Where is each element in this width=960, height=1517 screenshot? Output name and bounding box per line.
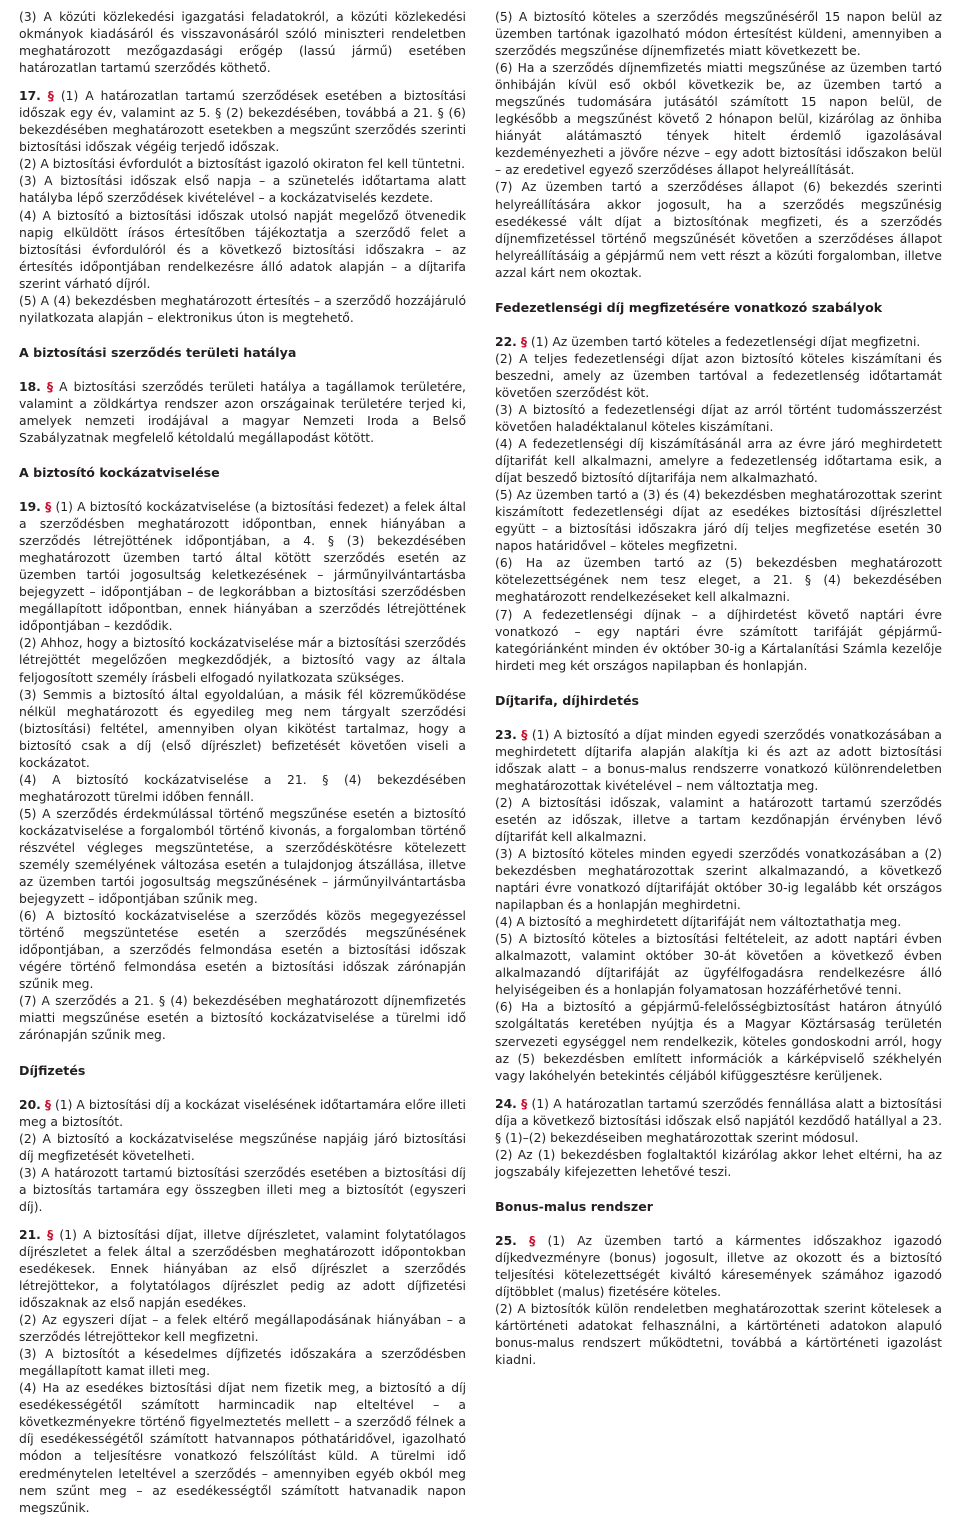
paragraph-text: (2) A biztosítók külön rendeletben meghatározottak szerint kötelesek a kártörténeti adatokat felhasználni, a kártörténeti adatokon alapuló bonus-malus rendszert működtetni, továbbá a kártörténeti igazolást kiadni. [495,1302,942,1368]
paragraph [495,9,942,60]
right-column [495,9,942,1395]
paragraph-text: (2) A biztosító a kockázatviselése megszűnése napjáig járó biztosítási díj megfizetését követelheti. [19,1131,466,1163]
paragraph [495,931,942,999]
paragraph-text: (5) A (4) bekezdésben meghatározott értesítés – a szerződő hozzájáruló nyilatkozata alapján – elektronikus úton is megtehető. [19,293,466,325]
section-number: 24. [495,1096,517,1111]
paragraph [19,1165,466,1216]
paragraph-text: (1) Az üzemben tartó a kármentes időszakhoz igazodó díjkedvezményre (bonus) jogosult, illetve az okozott és a biztosító teljesítési kötelezettségét kiváltó káresemények számához igazodó díjtöbblet (malus) fizetésére köteles. [495,1233,942,1300]
section-sign: § [45,500,52,515]
paragraph-text: (1) A határozatlan tartamú szerződések esetében a biztosítási időszak egy év, valamint az 5. § (2) bekezdésében, továbbá a 21. § (6) bekezdésében meghatározott esetekben a megszűnt szerződés szerinti biztosítási időszak végéig terjedő időszak. [19,89,466,155]
paragraph-text: (2) Ahhoz, hogy a biztosító kockázatviselése már a biztosítási szerződés létrejöttét megelőzően megkezdődjék, a biztosító vagy az általa feljogosított személy írásbeli elfogadó nyilatkozata szükséges. [19,636,466,685]
section-number: 21. [19,1227,41,1242]
paragraph-text: (7) A szerződés a 21. § (4) bekezdésében meghatározott díjnemfizetés miatti megszűnése esetén a biztosító kockázatviselése a türelmi idő zárónapján szűnik meg. [19,994,466,1043]
section-heading: A biztosítási szerződés területi hatálya [19,344,297,360]
paragraph [495,60,942,179]
paragraph-text: (3) A biztosítót a késedelmes díjfizetés időszakára a szerződésben megállapított kamat illeti meg. [19,1347,466,1379]
paragraph-text: (1) A biztosítási díj a kockázat viselésének időtartamára előre illeti meg a biztosítót. [19,1097,466,1129]
paragraph [19,1380,466,1516]
paragraph-text: (3) A biztosító köteles minden egyedi szerződés vonatkozásában a (2) bekezdésben meghatározottak szerint alkalmazandó, a következő naptári évre vonatkozó díjtarifáját október 30-ig legalább két országos napilapban és a honlapján meghirdetni. [495,847,942,913]
paragraph-text: (5) Az üzemben tartó a (3) és (4) bekezdésben meghatározottak szerint kiszámított fedezetlenségi díjat az esedékes biztosítási díjrészlettel együtt – a biztosítási időszakra járó díj teljes megfizetése esetén 30 napos határidővel – köteles megfizetni. [495,488,942,554]
paragraph-text: (1) A biztosítási díjat, illetve díjrészletet, valamint folytatólagos díjrészletet a felek által a szerződésben meghatározott időpontokban esedékesek. Ennek hiányában az első díjrészlet a szerződés létrejöttekor, a folytatólagos díjrészlet pedig az adott díjfizetési időszaknak az első napján esedékes. [19,1227,466,1311]
paragraph [19,908,466,993]
paragraph [495,607,942,675]
paragraph [495,914,942,931]
paragraph [495,795,942,846]
section-number: 25. [495,1233,517,1248]
paragraph-text: (1) A biztosító kockázatviselése (a biztosítási fedezet) a felek által a szerződésben meghatározott időpontban, ennek hiányában a szerződés létrejöttének időpontjában, a 4. § (3) bekezdésében meghatározott üzemben tartó által kötött szerződés esetén az üzemben tartói jogosultság keletkezésének – járműnyilvántartásba bejegyzett – időpontjában – de legkorábban a biztosítási szerződésben megállapított időpontban, ennek hiányában a szerződés létrejöttének időpontjában – kezdődik. [19,500,466,634]
numbered-paragraph [19,1227,466,1312]
paragraph-text: (2) A teljes fedezetlenségi díjat azon biztosító köteles kiszámítani és beszedni, amely az üzemben tartóval a fedezetlenség időtartamát követően szerződést köt. [495,351,942,400]
section-sign: § [521,1096,528,1111]
numbered-paragraph [495,334,942,351]
section-number: 19. [19,500,41,515]
section-number: 17. [19,89,41,104]
paragraph-text: (5) A szerződés érdekmúlással történő megszűnése esetén a biztosító kockázatviselése a forgalomból történő kivonás, a forgalomban történő részvétel végleges megszüntetése, a szerződéskötésre kötelezett személy személyének változása esetén a tulajdonjog átszállása, illetve az üzemben tartói jogosultság megszűnésének – járműnyilvántartásba bejegyzett – időpontjában szűnik meg. [19,806,466,907]
paragraph [495,351,942,402]
paragraph-text: (6) Ha a szerződés díjnemfizetés miatti megszűnése az üzemben tartó önhibáján kívül eső okból következik be, az üzemben tartó a megszűnés tudomására jutásától számított 15 napon belül, de legkésőbb a megszűnést követő 2 hónapon belül, kizárólag az önhiba hiányát alátámasztó tények hitelt érdemlő igazolásával kezdeményezheti a jövőre nézve – egy adott biztosítási időszakon belül – az eredetivel egyező szerződéses állapot helyreállítását. [495,61,942,178]
section-heading: Fedezetlenségi díj megfizetésére vonatkozó szabályok [495,299,883,315]
paragraph-text: (6) A biztosító kockázatviselése a szerződés közös megegyezéssel történő megszüntetése esetén a szerződés megszűnésének időpontjában, a szerződés felmondása esetén a biztosítási időszak végére történő felmondása esetén a biztosítási időszak zárónapján szűnik meg. [19,909,466,992]
paragraph-text: (3) A határozott tartamú biztosítási szerződés esetében a biztosítási díj a biztosítás tartamára egy összegben illeti meg a biztosítót (egyszeri díj). [19,1165,466,1214]
paragraph-text: (1) A biztosító a díjat minden egyedi szerződés vonatkozásában a meghirdetett díjtarifa alapján alakítja ki és azt az adott biztosítási időszak alatt – a bonus-malus rendszerre vonatkozó különrendeletben meghatározottak kivételével – nem változtatja meg. [495,727,942,793]
section-heading: Díjtarifa, díjhirdetés [495,692,640,708]
paragraph-text: (7) Az üzemben tartó a szerződéses állapot (6) bekezdés szerinti helyreállítására akkor jogosult, ha a szerződés megszűnésig esedékessé vált díjat a biztosítónak megfizeti, és a szerződés díjnemfizetéssel történő megszűnését követően a szerződéses állapot helyreállításáig a gépjármű nem vett részt a közúti forgalomban, illetve azzal kárt nem okoztak. [495,180,942,280]
paragraph [495,555,942,606]
paragraph [495,179,942,281]
paragraph-text: (4) A biztosító kockázatviselése a 21. § (4) bekezdésében meghatározott türelmi időben fennáll. [19,772,466,804]
paragraph-text: (2) Az (1) bekezdésben foglaltaktól kizárólag akkor lehet eltérni, ha az jogszabály kifejezetten lehetővé teszi. [495,1147,942,1179]
paragraph [19,993,466,1044]
left-column [19,9,466,1515]
section-sign: § [47,89,54,104]
section-heading: Bonus-malus rendszer [495,1198,653,1214]
section-heading: Díjfizetés [19,1062,86,1078]
section-number: 22. [495,334,517,349]
section-sign: § [520,334,527,349]
paragraph-text: (3) A biztosítási időszak első napja – a szünetelés időtartama alatt hatályba lépő szerződések kivételével – a kockázatviselés kezdete. [19,174,466,206]
paragraph-text: (7) A fedezetlenségi díjnak – a díjhirdetést követő naptári évre vonatkozó – egy naptári évre számított tarifáját gépjármű-kategóriánként minden év október 30-ig a Kártalanítási Számla kezelője hirdeti meg két országos napilapban és honlapján. [495,607,942,673]
section-number: 18. [19,379,41,394]
paragraph [19,173,466,207]
paragraph-text: (6) Ha a biztosító a gépjármű-felelősségbiztosítást határon átnyúló szolgáltatás keretében nyújtja és a Magyar Köztársaság területén szervezeti egységgel nem rendelkezik, köteles gondoskodni arról, hogy az (5) bekezdésben említett információk a kárképviselő székhelyén vagy lakóhelyén betekintés céljából kifüggesztésre kerüljenek. [495,1000,942,1083]
paragraph [19,293,466,327]
paragraph [19,1346,466,1380]
section-sign: § [529,1233,536,1248]
paragraph [19,772,466,806]
section-heading: A biztosító kockázatviselése [19,465,220,481]
paragraph [495,487,942,555]
numbered-paragraph [19,379,466,447]
section-number: 20. [19,1097,41,1112]
paragraph-text: (2) A biztosítási évfordulót a biztosítást igazoló okiraton fel kell tüntetni. [19,157,466,172]
numbered-paragraph [495,1233,942,1301]
paragraph [19,1131,466,1165]
section-sign: § [46,379,54,394]
paragraph [19,156,466,173]
numbered-paragraph [19,88,466,156]
paragraph-text: (2) A biztosítási időszak, valamint a határozott tartamú szerződés esetén az időszak, illetve a tartam kezdőnapján érvényben lévő díjtarifát kell alkalmazni. [495,795,942,844]
paragraph-text: (5) A biztosító köteles a biztosítási feltételeit, az adott naptári évben alkalmazott, valamint október 30-át követően a következő évben alkalmazandó díjtarifáját az ügyfélfogadásra rendelkezésre álló helyiségeiben és a honlapján folyamatosan hozzáférhetővé tenni. [495,932,942,998]
paragraph [19,687,466,772]
paragraph [19,208,466,293]
paragraph [495,1147,942,1181]
section-sign: § [47,1227,54,1242]
paragraph [495,436,942,487]
paragraph [495,1301,942,1369]
paragraph-text: (1) A határozatlan tartamú szerződés fennállása alatt a biztosítási díja a következő biztosítási időszak első napjától kezdődő hatállyal a 23. § (1)–(2) bekezdéseiben meghatározottak szerint módosul. [495,1096,942,1145]
paragraph-text: (4) A biztosító a meghirdetett díjtarifáját nem változtathatja meg. [495,915,902,930]
paragraph [19,635,466,686]
numbered-paragraph [495,1096,942,1147]
paragraph [495,999,942,1084]
paragraph-text: (5) A biztosító köteles a szerződés megszűnéséről 15 napon belül az üzemben tartónak igazolható módon értesítést küldeni, amennyiben a szerződés megszűnése díjnemfizetés miatt következett be. [495,10,942,59]
paragraph-text: (3) Semmis a biztosító által egyoldalúan, a másik fél közreműködése nélkül meghatározott és egyedileg meg nem tárgyalt szerződési (biztosítási) feltétel, amennyiben olyan kikötést tartalmaz, hogy a biztosító csak a díj (első díjrészlet) befizetését követően viseli a kockázatot. [19,687,466,770]
numbered-paragraph [19,499,466,635]
paragraph [19,806,466,908]
paragraph-text: (4) Ha az esedékes biztosítási díjat nem fizetik meg, a biztosító a díj esedékességétől számított harmincadik nap elteltével – a következményekre történő figyelmeztetés mellett – a szerződő félnek a díj esedékességétől számított hatvannapos póthatáridővel, igazolható módon a teljesítésre vonatkozó felszólítást küld. A türelmi idő eredménytelen leteltével a szerződés – amennyiben egyéb okból meg nem szűnt meg – az esedékességtől számított hatvanadik napon megszűnik. [19,1381,466,1515]
section-sign: § [521,727,528,742]
numbered-paragraph [19,1097,466,1131]
numbered-paragraph [495,727,942,795]
paragraph [495,846,942,914]
paragraph [19,9,466,77]
paragraph-text: (1) Az üzemben tartó köteles a fedezetlenségi díjat megfizetni. [526,334,921,349]
paragraph-text: (6) Ha az üzemben tartó az (5) bekezdésben meghatározott kötelezettségének nem tesz eleget, a 21. § (4) bekezdésében meghatározott rendelkezéseket kell alkalmazni. [495,556,942,605]
paragraph-text: (4) A biztosító a biztosítási időszak utolsó napját megelőző ötvenedik napig elküldött írásos értesítőben tájékoztatja a szerződő felet a biztosítási évfordulóról és a következő biztosítási időszakra – az értesítés időpontjában rendelkezésre álló adatok alapján – a díjtarifa szerint várható díjról. [19,208,466,291]
paragraph [19,1312,466,1346]
paragraph-text: (4) A fedezetlenségi díj kiszámításánál arra az évre járó meghirdetett díjtarifát kell alkalmazni, amelyre a fedezetlenség időtartama esik, a díjat beszedő biztosító díjtarifája nem alkalmazható. [495,437,942,486]
paragraph-text: (3) A közúti közlekedési igazgatási feladatokról, a közúti közlekedési okmányok kiadásáról és visszavonásáról szóló miniszteri rendeletben meghatározott mezőgazdasági erőgép (lassú jármű) esetében határozatlan tartamú szerződés köthető. [19,10,466,76]
section-sign: § [44,1097,52,1112]
paragraph-text: A biztosítási szerződés területi hatálya a tagállamok területére, valamint a zöldkártya rendszer azon országainak területére terjed ki, amelyek nemzeti irodájával a magyar Nemzeti Iroda a Belső Szabályzatnak megfelelő kétoldalú megállapodást kötött. [19,379,466,445]
paragraph-text: (3) A biztosító a fedezetlenségi díjat az arról történt tudomásszerzést követően haladéktalanul köteles kiszámítani. [495,402,942,434]
section-number: 23. [495,727,517,742]
paragraph-text: (2) Az egyszeri díjat – a felek eltérő megállapodásának hiányában – a szerződés létrejöttekor kell megfizetni. [19,1313,466,1345]
paragraph [495,402,942,436]
